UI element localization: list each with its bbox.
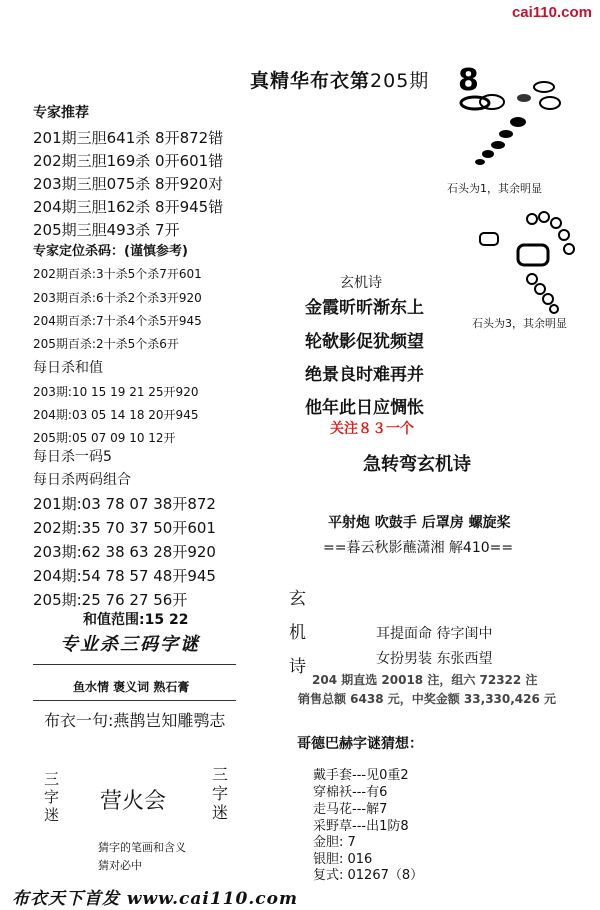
kill-one-code: 每日杀一码5 — [33, 449, 112, 465]
expert-line: 203期三胆075杀 8开920对 — [33, 175, 224, 193]
goethe-line: 复式: 01267（8） — [313, 868, 424, 883]
two-code-line: 205期:25 76 27 56开 — [33, 591, 188, 609]
goethe-line: 银胆: 016 — [313, 852, 373, 867]
title-text: 真精华布衣第 — [250, 70, 371, 92]
daily-sum-line: 204期:03 05 14 18 20开945 — [33, 408, 199, 422]
two-code-heading: 每日杀两码组合 — [33, 472, 131, 488]
expert-line: 202期三胆169杀 0开601错 — [33, 152, 224, 170]
goethe-line: 采野草---出1防8 — [313, 819, 409, 834]
expert-line: 204期三胆162杀 8开945错 — [33, 198, 224, 216]
xuanji-line: 女扮男装 东张西望 — [376, 651, 493, 667]
guess-hint: 猜对必中 — [98, 859, 142, 872]
daily-sum-line: 203期:10 15 19 21 25开920 — [33, 385, 199, 399]
goethe-line: 走马花---解7 — [313, 802, 388, 817]
stone-caption-3: 石头为3，其余明显 — [472, 317, 567, 330]
goethe-heading: 哥德巴赫字谜猜想： — [297, 736, 423, 752]
footer-banner: 布衣天下首发 www.cai110.com — [12, 889, 298, 909]
expert-line: 205期三胆493杀 7开 — [33, 221, 180, 239]
three-char-riddle-right: 三字迷 — [212, 765, 229, 822]
sales-line: 204 期直选 20018 注，组六 72322 注 — [312, 673, 538, 687]
poem-heading: 玄机诗 — [340, 275, 382, 291]
daily-sum-line: 205期:05 07 09 10 12开 — [33, 431, 176, 445]
position-kill-line: 204期百杀:7十杀4个杀5开945 — [33, 314, 202, 328]
svg-text:8: 8 — [458, 63, 479, 98]
position-kill-line: 205期百杀:2十杀5个杀6开 — [33, 337, 179, 351]
poem-focus: 关注８３一个 — [330, 421, 414, 437]
xuanji-vertical-char: 诗 — [289, 657, 306, 677]
expert-heading: 专家推荐 — [33, 105, 89, 121]
divider — [33, 664, 236, 665]
xuanji-vertical-char: 玄 — [289, 589, 306, 609]
stone-puzzle-1-image — [440, 60, 580, 170]
sum-range: 和值范围:15 22 — [83, 612, 189, 628]
stone-puzzle-3-image — [474, 205, 584, 315]
two-code-line: 203期:62 38 63 28开920 — [33, 543, 216, 561]
poem-line: 他年此日应惆怅 — [305, 398, 424, 418]
riddle-title: 专业杀三码字谜 — [60, 634, 200, 655]
stone-caption-1: 石头为1，其余明显 — [447, 182, 542, 195]
turn-riddles: 平射炮 吹鼓手 后罩房 螺旋桨 — [328, 515, 511, 531]
divider — [33, 700, 236, 701]
two-code-line: 202期:35 70 37 50开601 — [33, 519, 216, 537]
position-kill-line: 202期百杀:3十杀5个杀7开601 — [33, 267, 202, 281]
poem-line: 绝景良时难再并 — [305, 365, 424, 385]
turn-title: 急转弯玄机诗 — [363, 454, 471, 475]
sales-line: 销售总额 6438 元，中奖金额 33,330,426 元 — [298, 692, 557, 706]
goethe-line: 金胆: 7 — [313, 835, 356, 850]
position-kill-line: 203期百杀:6十杀2个杀3开920 — [33, 291, 202, 305]
three-char-riddle-left: 三字迷 — [44, 770, 60, 824]
position-kill-heading: 专家定位杀码：(谨慎参考) — [33, 244, 188, 259]
riddle-words: 鱼水情 褒义词 熟石膏 — [73, 680, 190, 694]
page-title — [250, 66, 429, 93]
poem-line: 轮欹影促犹频望 — [305, 332, 424, 352]
xuanji-line: 耳提面命 待字闺中 — [376, 626, 493, 642]
goethe-line: 穿棉袄---有6 — [313, 785, 388, 800]
buyi-line: 布衣一句:燕鹊岂知雕鹗志 — [44, 711, 226, 730]
two-code-line: 201期:03 78 07 38开872 — [33, 495, 216, 513]
two-code-line: 204期:54 78 57 48开945 — [33, 567, 216, 585]
daily-sum-heading: 每日杀和值 — [33, 360, 103, 376]
poem-line: 金霞昕昕渐东上 — [305, 298, 424, 318]
goethe-line: 戴手套---见0重2 — [313, 768, 409, 783]
guess-hint: 猜字的笔画和含义 — [98, 841, 186, 854]
site-logo-text: cai110.com — [511, 4, 592, 21]
campfire-riddle: 营火会 — [100, 789, 167, 814]
xuanji-vertical-char: 机 — [289, 623, 306, 643]
expert-line: 201期三胆641杀 8开872错 — [33, 129, 224, 147]
turn-solution: ==暮云秋影蘸潇湘 解410== — [323, 540, 514, 556]
title-issue: 205期 — [370, 70, 430, 92]
